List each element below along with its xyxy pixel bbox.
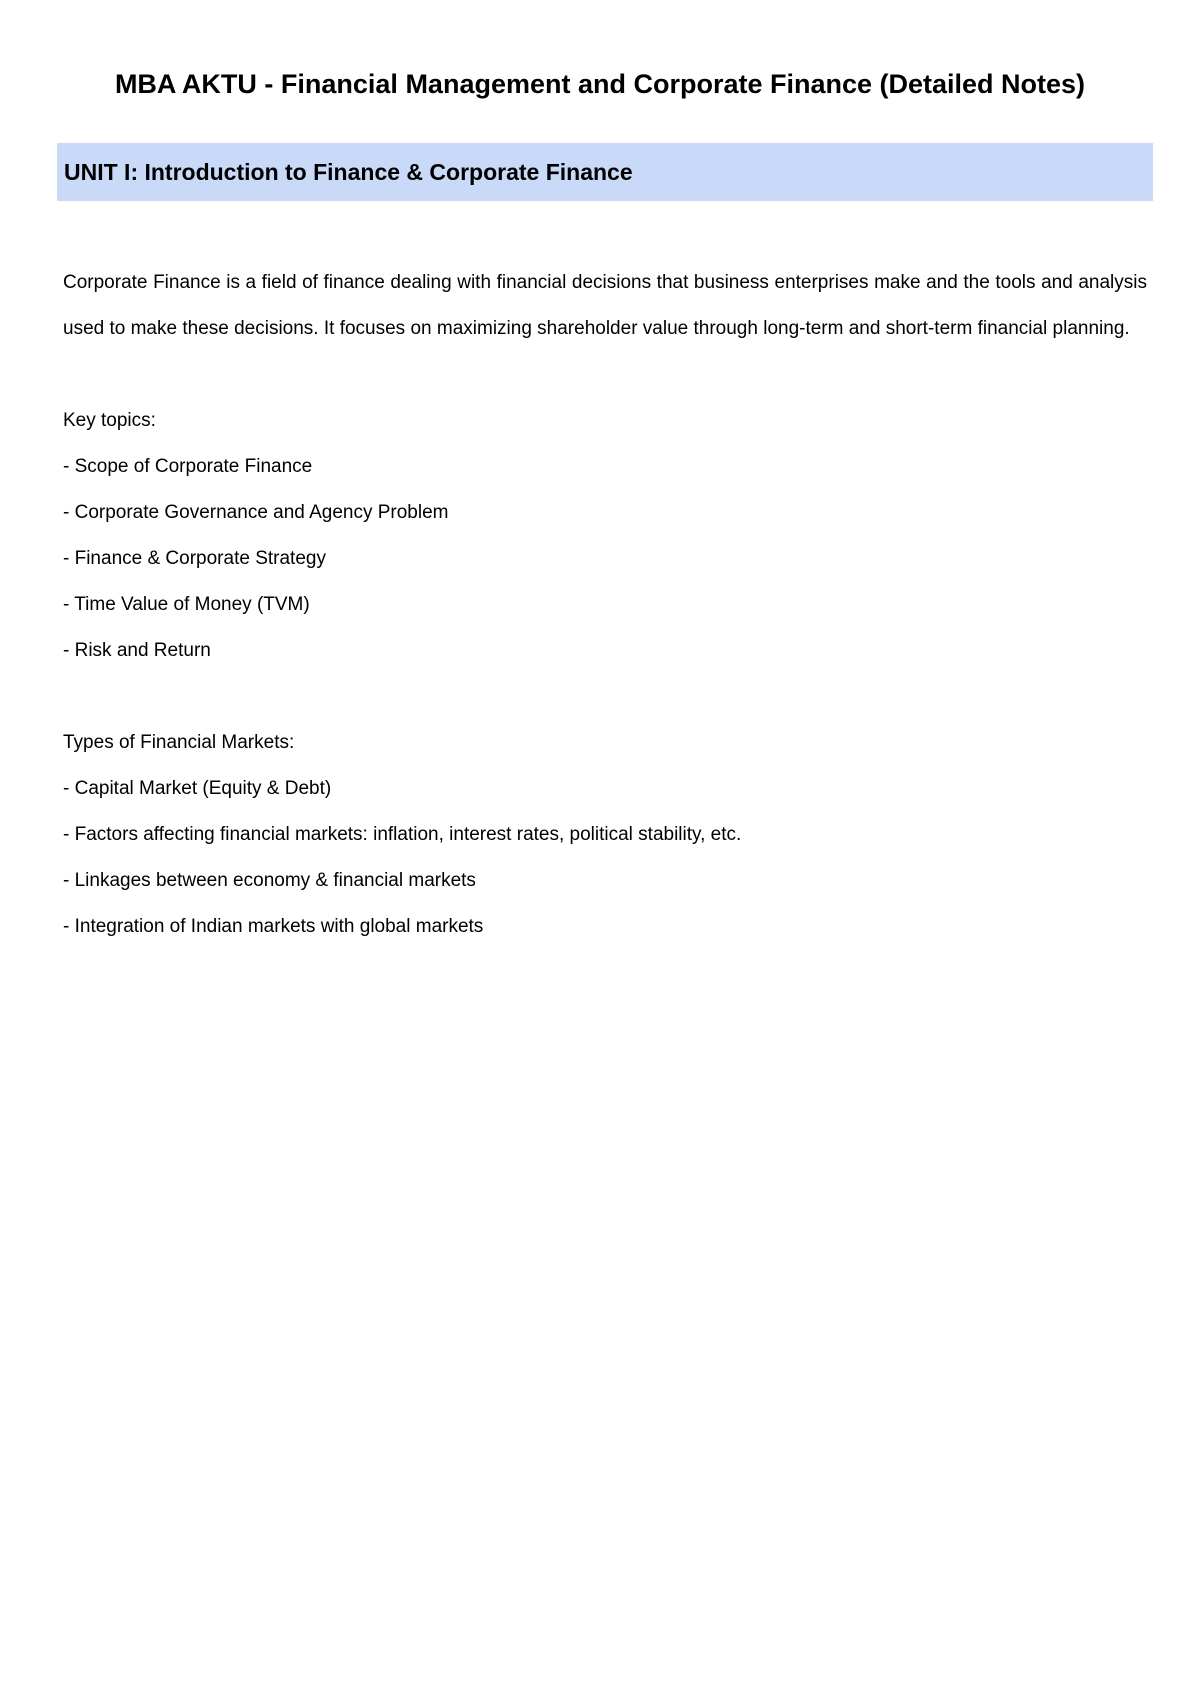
unit-content	[63, 260, 1147, 950]
intro-paragraph: Corporate Finance is a field of finance dealing with financial decisions that business enterprises make and the tools and analysis used to make these decisions. It focuses on maximizing shareholder value through long-term and short-term financial planning.	[63, 272, 1147, 339]
list-item: - Scope of Corporate Finance	[63, 456, 313, 477]
financial-markets-heading: Types of Financial Markets:	[63, 732, 295, 753]
section-spacer	[63, 674, 1147, 720]
list-item: - Factors affecting financial markets: inflation, interest rates, political stability, etc.	[63, 824, 742, 845]
list-item: - Risk and Return	[63, 640, 211, 661]
list-item: - Time Value of Money (TVM)	[63, 594, 310, 615]
unit-heading-banner: UNIT I: Introduction to Finance & Corporate Finance	[57, 143, 1153, 201]
document-title: MBA AKTU - Financial Management and Corporate Finance (Detailed Notes)	[114, 69, 1086, 99]
list-item: - Capital Market (Equity & Debt)	[63, 778, 332, 799]
list-item: - Linkages between economy & financial markets	[63, 870, 476, 891]
list-item: - Corporate Governance and Agency Problem	[63, 502, 449, 523]
list-item: - Integration of Indian markets with global markets	[63, 916, 484, 937]
list-item: - Finance & Corporate Strategy	[63, 548, 326, 569]
key-topics-heading: Key topics:	[63, 410, 156, 431]
key-topics-section	[63, 398, 1147, 674]
section-spacer	[63, 352, 1147, 398]
financial-markets-section	[63, 720, 1147, 950]
